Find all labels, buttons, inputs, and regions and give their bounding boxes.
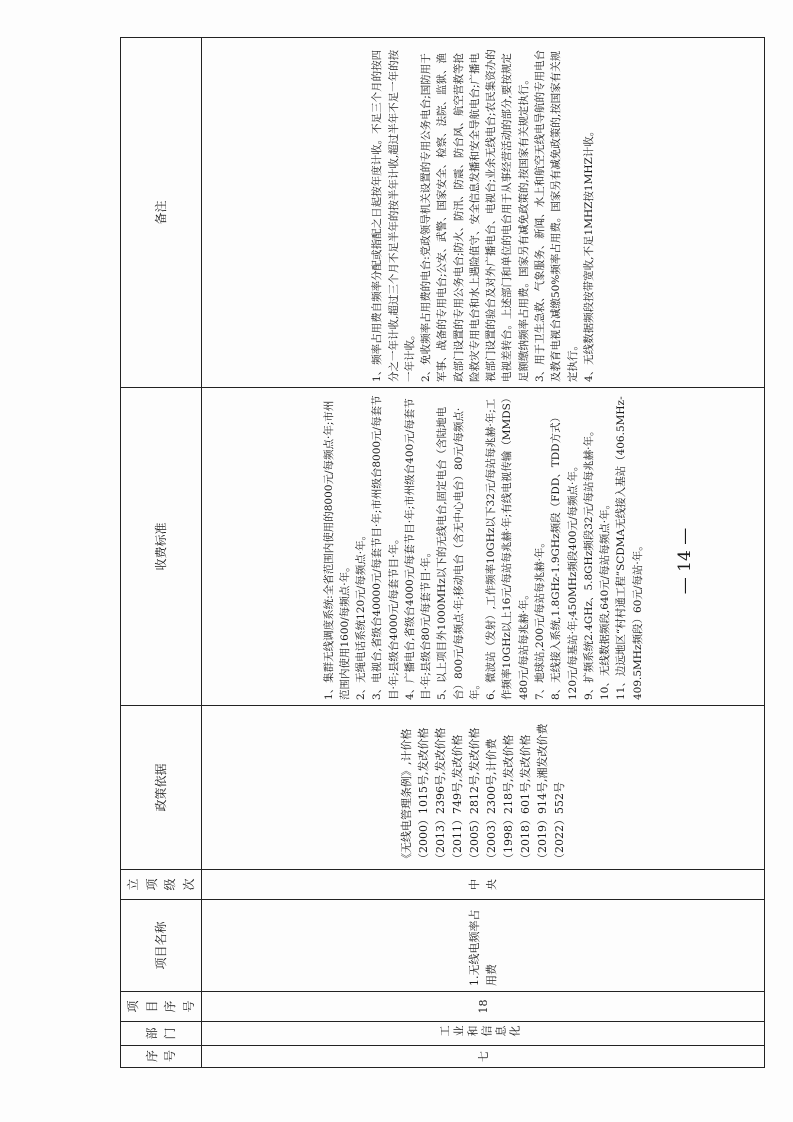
remark-line: 1、频率占用费自频率分配或指配之日起按年度计收。不足三个月的按四分之一年计收,超过三个月不足半年的按半年计收,超过半年不足一年的按一年计收。 (371, 49, 416, 382)
standard-line: 3、电视台,省级台40000元/每套节目·年;市州级台8000元/每套节目·年;县级台4000元/每套节目·年。 (371, 395, 400, 700)
header-item-seq: 项目序号 (121, 992, 202, 1022)
cell-dept (202, 1022, 765, 1046)
cell-item-seq: 18 (202, 992, 765, 1022)
header-level: 立项级次 (121, 870, 202, 900)
header-remark: 备注 (121, 38, 202, 388)
standard-line: 2、无绳电话系统120元/每频点·年。 (355, 529, 368, 700)
rotated-table-wrapper (120, 38, 765, 1068)
standard-line: 11、边远地区“村村通工程”SCDMA无线接入基站（406.5MHz-409.5MHz频段）60元/每站·年。 (615, 396, 644, 700)
cell-item-name: 1.无线电频率占用费 (202, 900, 765, 992)
header-policy: 政策依据 (121, 706, 202, 870)
standard-line: 5、以上项目外1000MHz以下的无线电台,固定电台（含陆地电台）800元/每频点·年;移动电台（含无中心电台）80元/每频点·年。 (436, 406, 481, 700)
standard-line: 7、地球站,200元/每站每兆赫·年。 (533, 537, 546, 700)
remark-line: 4、无线数据频段按带宽收,不足1MHZ按1MHZ计收。 (582, 125, 595, 382)
page-number: — 14 — (675, 527, 695, 595)
standard-line: 9、扩频系统2.4GHz、5.8GHz频段32元/每站每兆赫·年。 (582, 425, 595, 700)
table-header-row (121, 38, 202, 1068)
cell-remark (202, 38, 765, 388)
remark-line: 3、用于卫生急救、气象服务、新闻、水上和航空无线电导航的专用电台及教育电视台减缴50%频率占用费。国家另有减免政策的,按国家有关规定执行。 (533, 49, 579, 382)
cell-seq: 七 (202, 1046, 765, 1068)
standard-line: 6、微波站（发射）,工作频率10GHz以下32元/每站每兆赫·年;工作频率10GHz以上16元/每站每兆赫·年;有线电视传输（MMDS）480元/每站每兆赫·年。 (485, 397, 530, 700)
header-seq: 序号 (121, 1046, 202, 1068)
standard-line: 1、集群无线调度系统:全省范围内使用的8000元/每频点·年;市州范围内使用1600/每频点·年。 (322, 400, 351, 700)
cell-policy: 《无线电管理条例》,计价格（2000）1015号,发改价格（2013）2396号,发改价格（2011）749号,发改价格（2005）2812号,发改价格（2003）2300号,计价费（1998）218号,发改价格（2018）601号,发改价格（2019）914号,湘发改价费（2022）552号 (202, 706, 765, 870)
header-standard: 收费标准 (121, 388, 202, 706)
standard-line: 10、无线数据频段,640元/每站每频点·年。 (599, 498, 612, 700)
header-dept: 部门 (121, 1022, 202, 1046)
standard-line: 8、无线接入系统,1.8GHz-1.9GHz频段（FDD、TDD方式）120元/每基站·年;450MHz频段400元/每频点·年。 (550, 411, 579, 700)
fee-table (120, 37, 765, 1068)
standard-line: 4、广播电台,省级台4000元/每套节目·年;市州级台400元/每套节目·年;县级台80元/每套节目·年。 (403, 398, 433, 700)
header-item-name: 项目名称 (121, 900, 202, 992)
remark-line: 2、免收频率占用费的电台:党政领导机关设置的专用公务电台;国防用于军事、战备的专用电台;公安、武警、国家安全、检察、法院、监狱、渔政部门设置的专用公务电台;防火、防汛、防震、防台风、航空营救等抢险救灾专用电台和水上遇险值守、安全信息发播和安全导航电台;广播电视部门设置的验台及对外广播电台、电视台;业余无线电台;农民集资办的电视差转台。上述部门和单位的电台用于从事经营活动的部分,要按规定足额缴纳频率占用费。国家另有减免政策的,按国家有关规定执行。 (420, 49, 530, 382)
cell-level: 中央 (202, 870, 765, 900)
dept-label: 工业和信息化 (438, 1024, 523, 1038)
